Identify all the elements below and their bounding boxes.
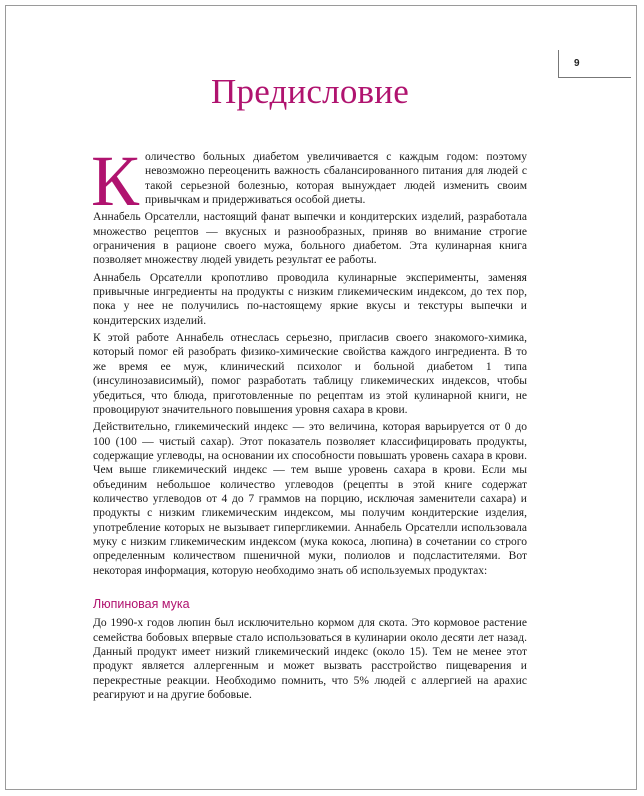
drop-cap: К bbox=[91, 141, 140, 221]
intro-text: оличество больных диабетом увеличивается с каждым годом: поэтому невозможно переоценить важность сбалансированного питания для людей с такой серьезной болезнью, которая вынуждает людей изменить своим привычкам и придерживаться особой диеты. bbox=[145, 151, 527, 207]
body-text bbox=[91, 141, 527, 705]
page-number: 9 bbox=[574, 58, 580, 69]
page-title: Предисловие bbox=[211, 72, 409, 111]
section-paragraph: До 1990-х годов люпин был исключительно кормом для скота. Это кормовое растение семейства бобовых впервые стало использоваться в кулинарии около десяти лет назад. Данный продукт имеет низкий гликемический индекс (около 15). Тем не менее этот продукт является аллергенным и может вызвать расстройство пищеварения и перекрестные реакции. Необходимо помнить, что 5% людей с аллергией на арахис реагируют и на другие бобовые. bbox=[93, 617, 527, 702]
paragraph-2: Аннабель Орсателли кропотливо проводила кулинарные эксперименты, заменяя привычные ингредиенты на продукты с низким гликемическим индексом, до тех пор, пока у нее не получились по-настоящему яркие вкусы и текстуры выпечки и кондитерских изделий. bbox=[93, 271, 527, 327]
paragraph-1: Аннабель Орсателли, настоящий фанат выпечки и кондитерских изделий, разработала множество рецептов — вкусных и разнообразных, приняв во внимание строгие ограничения в рационе своего мужа, больного диабетом. Эта кулинарная книга позволяет множеству людей увидеть результат ее работы. bbox=[93, 211, 527, 267]
section-heading: Люпиновая мука bbox=[93, 596, 190, 611]
paragraph-3: К этой работе Аннабель отнеслась серьезно, пригласив своего знакомого-химика, который помог ей разобрать физико-химические свойства каждого ингредиента. В то же время ее муж, клинический психолог и больной диабетом 1 типа (инсулинозависимый), помог разработать таблицу гликемических индексов, чтобы убедиться, что блюда, приготовленные по рецептам из этой кулинарной книги, не провоцируют значительного повышения уровня сахара в крови. bbox=[93, 332, 527, 416]
intro-paragraph bbox=[91, 141, 527, 221]
paragraph-4: Действительно, гликемический индекс — это величина, которая варьируется от 0 до 100 (100 — чистый сахар). Этот показатель позволяет классифицировать продукты, содержащие углеводы, на основании их способности повышать уровень сахара в крови. Чем выше гликемический индекс — тем выше уровень сахара в крови. Если мы объединим небольшое количество углеводов (рецепты в этой книге содержат количество углеводов от 4 до 7 граммов на порцию, исключая заменители сахара) и продукты с низким гликемическим индексом, мы получим кондитерские изделия, употребление которых не вызывает гипергликемии. Аннабель Орсателли использовала муку с низким гликемическим индексом (мука кокоса, люпина) в сочетании со строго определенным количеством пшеничной муки, полиолов и подсластителями. Вот некоторая информация, которую необходимо знать об используемых продуктах: bbox=[93, 421, 527, 577]
